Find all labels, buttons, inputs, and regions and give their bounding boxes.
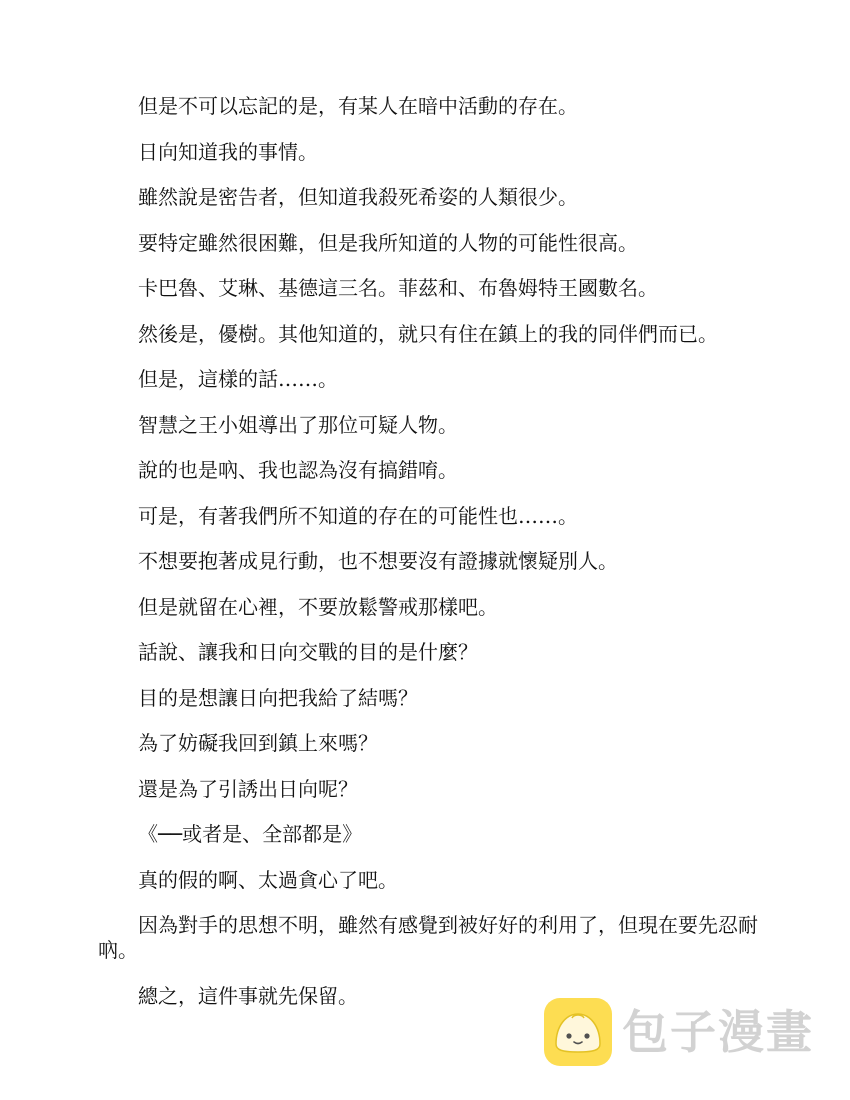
paragraph: 目的是想讓日向把我給了結嗎？ (138, 685, 418, 710)
paragraph: 可是，有著我們所不知道的存在的可能性也……。 (138, 503, 578, 528)
watermark (542, 996, 822, 1068)
paragraph: 真的假的啊、太過貪心了吧。 (138, 867, 398, 892)
paragraph: 總之，這件事就先保留。 (138, 983, 358, 1008)
paragraph: 卡巴魯、艾琳、基德這三名。菲茲和、布魯姆特王國數名。 (138, 276, 658, 300)
paragraph: 不想要抱著成見行動，也不想要沒有證據就懷疑別人。 (138, 549, 618, 573)
paragraph: 然後是，優樹。其他知道的，就只有住在鎮上的我的同伴們而已。 (138, 321, 718, 346)
paragraph: 話說、讓我和日向交戰的目的是什麼？ (138, 640, 478, 664)
paragraph: 《──或者是、全部都是》 (138, 822, 363, 846)
paragraph: 為了妨礙我回到鎮上來嗎？ (138, 731, 378, 755)
paragraph: 但是就留在心裡，不要放鬆警戒那樣吧。 (138, 594, 498, 619)
bun-mascot-icon (542, 996, 614, 1068)
watermark-text: 包子漫畫 (622, 1005, 814, 1059)
paragraph: 智慧之王小姐導出了那位可疑人物。 (138, 412, 458, 437)
paragraph: 要特定雖然很困難，但是我所知道的人物的可能性很高。 (138, 230, 638, 255)
paragraph: 但是不可以忘記的是，有某人在暗中活動的存在。 (138, 94, 578, 118)
paragraph: 還是為了引誘出日向呢？ (138, 776, 358, 801)
paragraph: 但是，這樣的話……。 (138, 367, 338, 391)
paragraph: 日向知道我的事情。 (138, 139, 318, 164)
paragraph: 雖然說是密告者，但知道我殺死希姿的人類很少。 (138, 185, 578, 209)
paragraph: 因為對手的思想不明，雖然有感覺到被好好的利用了，但現在要先忍耐吶。 (98, 913, 758, 962)
document-body (98, 94, 758, 1029)
paragraph: 說的也是吶、我也認為沒有搞錯唷。 (138, 458, 458, 482)
